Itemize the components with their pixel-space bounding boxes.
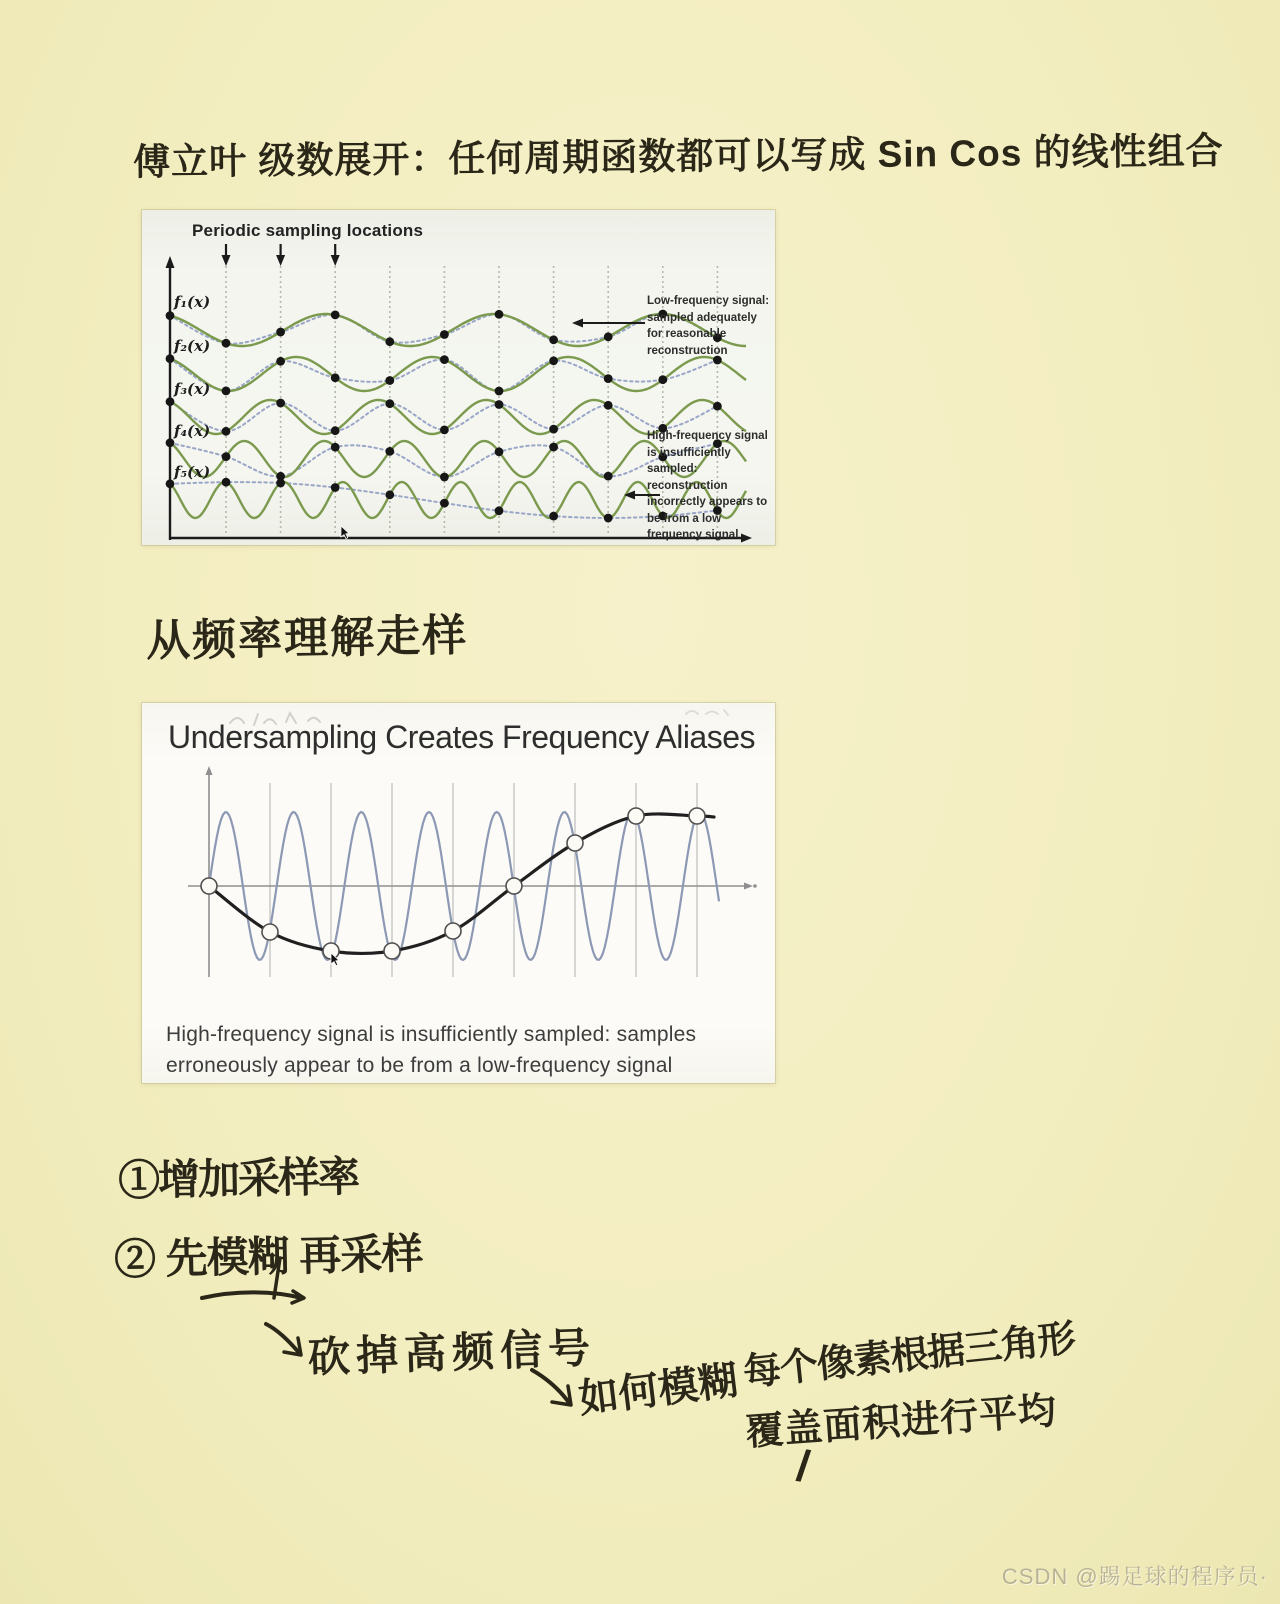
down-right-arrow-stroke: [262, 1320, 312, 1368]
handwritten-section-frequency: 从频率理解走样: [145, 611, 469, 666]
figure-periodic-sampling: [142, 210, 775, 545]
annotation-low-frequency-line: Low-frequency signal:: [647, 295, 770, 307]
annotation-high-frequency-line: is insufficiently: [647, 446, 731, 459]
annotation-high-frequency-line: be from a low: [647, 512, 722, 525]
figure2-title: Undersampling Creates Frequency Aliases: [168, 719, 756, 755]
annotation-low-frequency-line: reconstruction: [647, 344, 728, 357]
annotation-high-frequency-line: incorrectly appears to: [647, 496, 768, 508]
handwritten-point-increase-rate: ①增加采样率: [117, 1152, 359, 1205]
figure2-caption: [166, 1019, 696, 1081]
annotation-high-frequency-line: sampled:: [647, 463, 698, 475]
handwritten-cut-high-freq: 砍掉高频信号: [307, 1323, 597, 1382]
annotation-low-frequency-line: for reasonable: [647, 328, 727, 340]
annotation-high-frequency-line: High-frequency signal: [647, 430, 768, 442]
wave-label: f₂(x): [174, 337, 211, 355]
wave-label: f₄(x): [174, 422, 211, 440]
wave-label: f₅(x): [174, 463, 211, 481]
figure-undersampling-aliases: [142, 703, 775, 1083]
figure2-caption-line: erroneously appear to be from a low-frequency signal: [166, 1054, 673, 1077]
figure1-title: Periodic sampling locations: [192, 221, 424, 240]
figure2-caption-line: High-frequency signal is insufficiently sampled: samples: [166, 1023, 697, 1046]
down-right-arrow-stroke: [528, 1366, 582, 1418]
handwritten-pixel-triangle-note-line2: 覆盖面积进行平均: [744, 1390, 1059, 1454]
annotation-low-frequency: [647, 293, 777, 359]
handwritten-point-blur-first: ② 先模糊 再采样: [113, 1229, 423, 1284]
wave-label: f₁(x): [174, 293, 211, 311]
handwritten-tick-stroke: /: [793, 1441, 813, 1492]
annotation-low-frequency-line: sampled adequately: [647, 311, 757, 324]
annotation-high-frequency: [647, 428, 777, 544]
handwritten-how-to-blur: 如何模糊: [576, 1358, 741, 1422]
annotation-high-frequency-line: frequency signal: [647, 529, 739, 541]
csdn-watermark: CSDN @踢足球的程序员·: [1001, 1564, 1268, 1589]
underline-arrow-stroke: [192, 1252, 332, 1316]
wave-label: f₃(x): [174, 380, 211, 398]
annotation-high-frequency-line: reconstruction: [647, 479, 728, 492]
handwritten-pixel-triangle-note-line1: 每个像素根据三角形: [741, 1317, 1077, 1395]
handwritten-fourier-title: 傅立叶 级数展开：任何周期函数都可以写成 Sin Cos 的线性组合: [132, 130, 1224, 183]
mouse-cursor-icon: [340, 526, 352, 541]
mouse-cursor-icon: [330, 953, 342, 968]
